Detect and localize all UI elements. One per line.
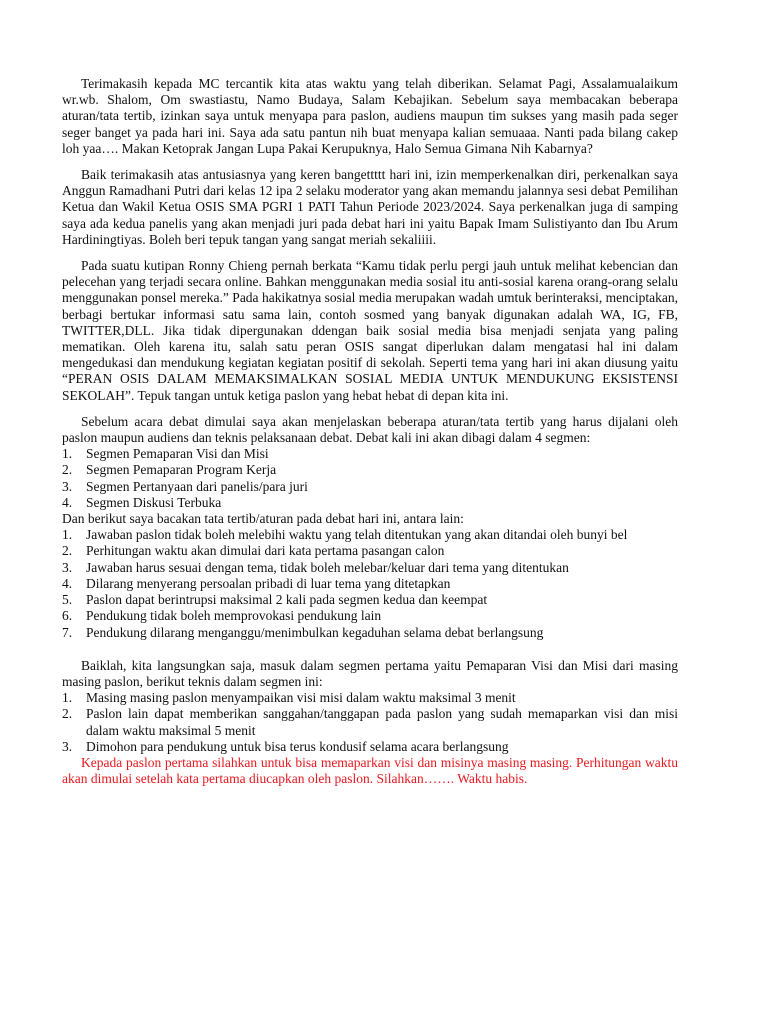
list-item bbox=[62, 706, 678, 738]
techniques-list bbox=[62, 690, 678, 755]
paragraph-introduction: Baik terimakasih atas antusiasnya yang keren bangettttt hari ini, izin memperkenalkan diri, perkenalkan saya Anggun Ramadhani Putri dari kelas 12 ipa 2 selaku moderator yang akan memandu jalannya sesi debat Pemilihan Ketua dan Wakil Ketua OSIS SMA PGRI 1 PATI Tahun Periode 2023/2024. Saya perkenalkan juga di samping saya ada kedua panelis yang akan menjadi juri pada debat hari ini yaitu Bapak Imam Sulistiyanto dan Ibu Arum Hardiningtiyas. Boleh beri tepuk tangan yang sangat meriah sekaliiii. bbox=[62, 167, 678, 247]
list-number: 2. bbox=[62, 543, 73, 559]
list-item bbox=[62, 608, 678, 624]
list-item bbox=[62, 446, 678, 462]
list-number: 3. bbox=[62, 738, 73, 754]
list-number: 1. bbox=[62, 690, 73, 706]
list-text: Dimohon para pendukung untuk bisa terus kondusif selama acara berlangsung bbox=[86, 738, 509, 754]
list-text: Paslon lain dapat memberikan sanggahan/tanggapan pada paslon yang sudah memaparkan visi dan misi dalam waktu maksimal 5 menit bbox=[86, 706, 678, 738]
list-number: 2. bbox=[62, 706, 73, 722]
paragraph-segments-intro: Sebelum acara debat dimulai saya akan menjelaskan beberapa aturan/tata tertib yang harus dijalani oleh paslon maupun audiens dan teknis pelaksanaan debat. Debat kali ini akan dibagi dalam 4 segmen: bbox=[62, 413, 678, 446]
list-text: Jawaban paslon tidak boleh melebihi waktu yang telah ditentukan yang akan ditandai oleh bunyi bel bbox=[86, 527, 628, 543]
list-item bbox=[62, 739, 678, 755]
list-item bbox=[62, 592, 678, 608]
list-text: Dilarang menyerang persoalan pribadi di luar tema yang ditetapkan bbox=[86, 575, 451, 591]
list-item bbox=[62, 543, 678, 559]
list-text: Perhitungan waktu akan dimulai dari kata pertama pasangan calon bbox=[86, 543, 445, 559]
list-item bbox=[62, 560, 678, 576]
list-number: 7. bbox=[62, 624, 73, 640]
list-item bbox=[62, 690, 678, 706]
segments-list bbox=[62, 446, 678, 511]
list-number: 5. bbox=[62, 592, 73, 608]
list-text: Segmen Diskusi Terbuka bbox=[86, 494, 222, 510]
rules-list bbox=[62, 527, 678, 640]
list-number: 3. bbox=[62, 559, 73, 575]
list-number: 2. bbox=[62, 462, 73, 478]
paragraph-greeting: Terimakasih kepada MC tercantik kita atas waktu yang telah diberikan. Selamat Pagi, Assalamualaikum wr.wb. Shalom, Om swastiastu, Namo Budaya, Salam Kebajikan. Sebelum saya membacakan beberapa aturan/tata tertib, izinkan saya untuk menyapa para paslon, audiens maupun tim sukses yang masih pada seger seger banget ya pada hari ini. Saya ada satu pantun nih buat menyapa kalian semuaaa. Nanti pada bilang cakep loh yaa…. Makan Ketoprak Jangan Lupa Pakai Kerupuknya, Halo Semua Gimana Nih Kabarnya? bbox=[62, 76, 678, 156]
list-text: Segmen Pertanyaan dari panelis/para juri bbox=[86, 478, 308, 494]
list-item bbox=[62, 527, 678, 543]
list-item bbox=[62, 495, 678, 511]
list-number: 4. bbox=[62, 494, 73, 510]
list-text: Segmen Pemaparan Visi dan Misi bbox=[86, 446, 269, 462]
list-item bbox=[62, 479, 678, 495]
list-text: Pendukung tidak boleh memprovokasi pendukung lain bbox=[86, 608, 382, 624]
list-item bbox=[62, 462, 678, 478]
list-number: 1. bbox=[62, 446, 73, 462]
document-page bbox=[62, 76, 678, 787]
list-text: Pendukung dilarang menganggu/menimbulkan kegaduhan selama debat berlangsung bbox=[86, 624, 544, 640]
list-text: Paslon dapat berintrupsi maksimal 2 kali pada segmen kedua dan keempat bbox=[86, 592, 488, 608]
list-text: Segmen Pemaparan Program Kerja bbox=[86, 462, 277, 478]
list-text: Masing masing paslon menyampaikan visi misi dalam waktu maksimal 3 menit bbox=[86, 690, 516, 706]
list-number: 4. bbox=[62, 575, 73, 591]
list-item bbox=[62, 576, 678, 592]
paragraph-closing-instruction: Kepada paslon pertama silahkan untuk bisa memaparkan visi dan misinya masing masing. Perhitungan waktu akan dimulai setelah kata pertama diucapkan oleh paslon. Silahkan……. Waktu habis. bbox=[62, 754, 678, 787]
paragraph-rules-intro: Dan berikut saya bacakan tata tertib/aturan pada debat hari ini, antara lain: bbox=[62, 511, 464, 527]
list-text: Jawaban harus sesuai dengan tema, tidak boleh melebar/keluar dari tema yang ditentukan bbox=[86, 559, 569, 575]
list-number: 6. bbox=[62, 608, 73, 624]
list-item bbox=[62, 625, 678, 641]
list-number: 1. bbox=[62, 527, 73, 543]
list-number: 3. bbox=[62, 478, 73, 494]
paragraph-theme: Pada suatu kutipan Ronny Chieng pernah berkata “Kamu tidak perlu pergi jauh untuk melihat kebencian dan pelecehan yang terjadi secara online. Bahkan menggunakan media sosial itu anti-sosial karena orang-orang selalu menggunakan ponsel mereka.” Pada hakikatnya sosial media merupakan wadah umtuk berinteraksi, menciptakan, berbagi bertukar informasi satu sama lain, contoh sosmed yang banyak digunakan adalah WA, IG, FB, TWITTER,DLL. Jika tidak dipergunakan ddengan baik sosial media bisa menjadi senjata yang paling mematikan. Oleh karena itu, salah satu peran OSIS sangat diperlukan dalam mengatasi hal ini dalam mengedukasi dan mendukung kegiatan kegiatan positif di sekolah. Seperti tema yang hari ini akan diusung yaitu “PERAN OSIS DALAM MEMAKSIMALKAN SOSIAL MEDIA UNTUK MENDUKUNG EKSISTENSI SEKOLAH”. Tepuk tangan untuk ketiga paslon yang hebat hebat di depan kita ini. bbox=[62, 258, 678, 403]
paragraph-segment-one: Baiklah, kita langsungkan saja, masuk dalam segmen pertama yaitu Pemaparan Visi dan Misi dari masing masing paslon, berikut teknis dalam segmen ini: bbox=[62, 657, 678, 689]
